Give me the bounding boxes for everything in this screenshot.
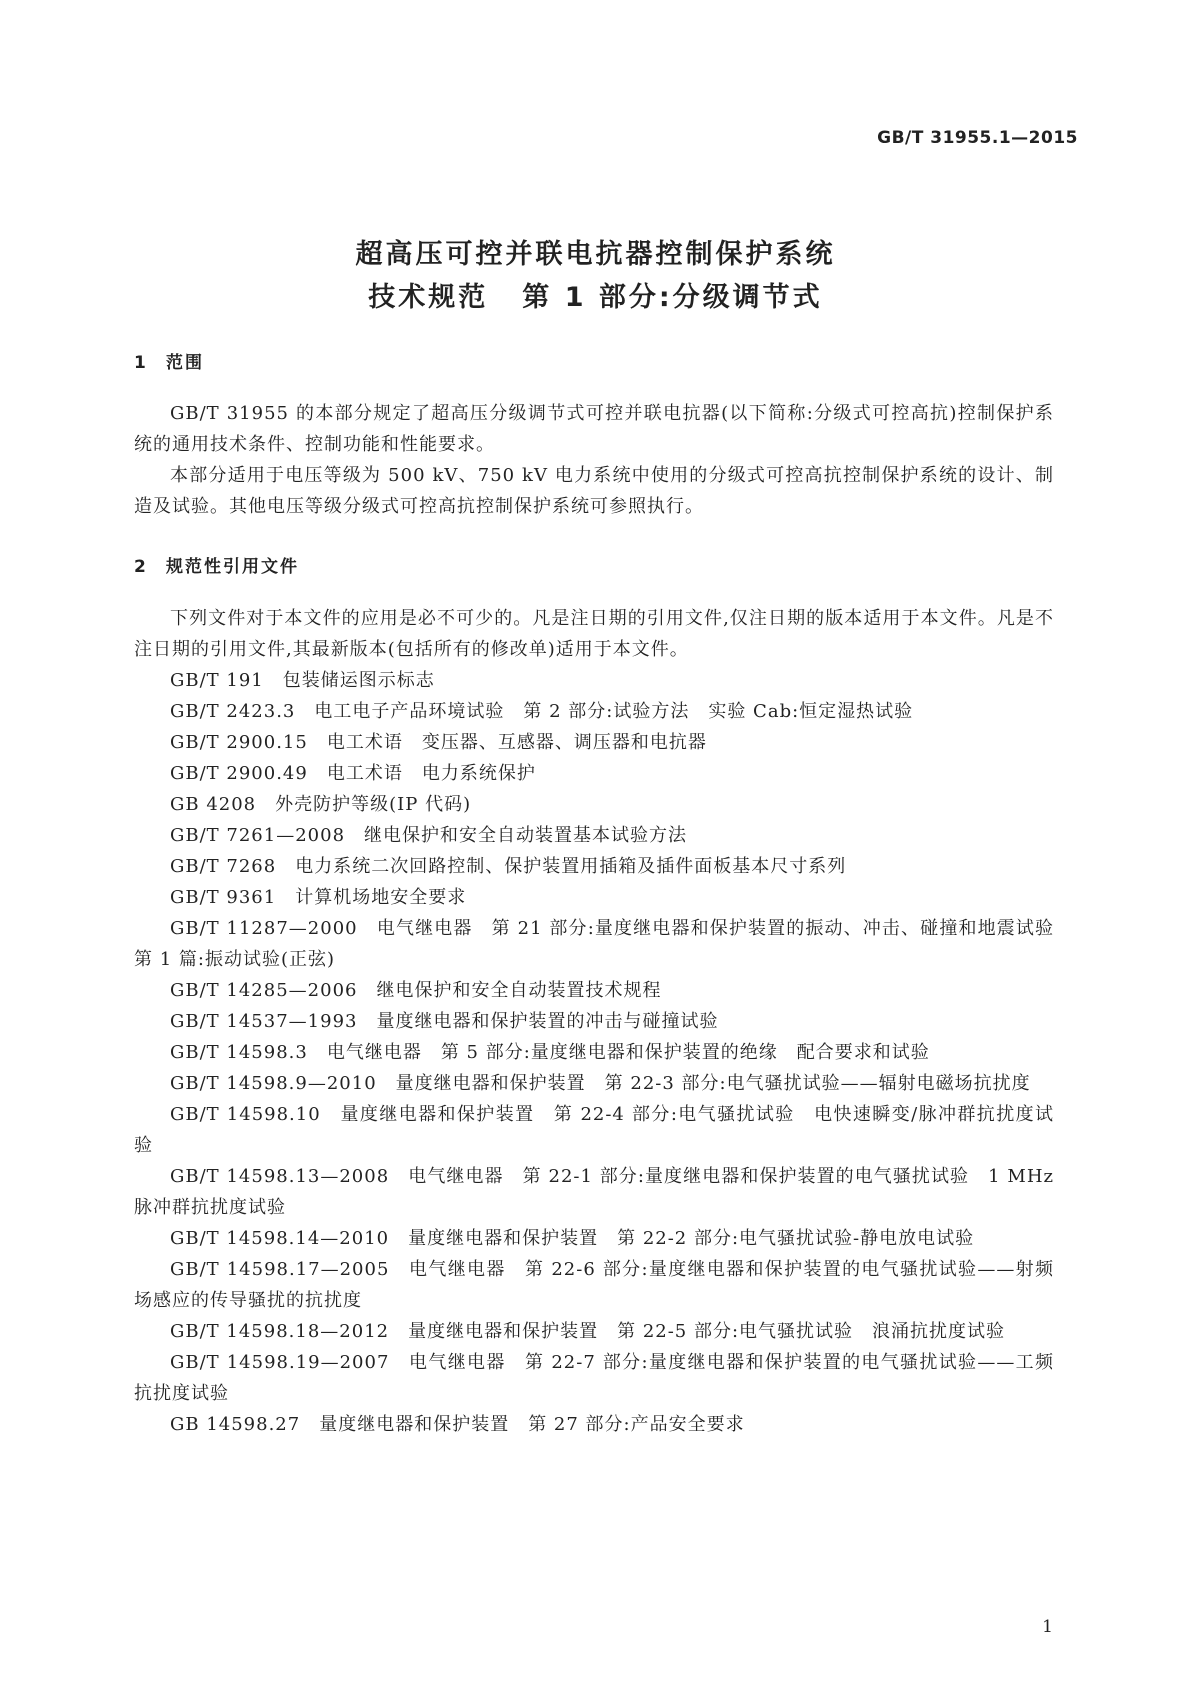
section2-title: 规范性引用文件 (166, 557, 299, 577)
reference-item: GB/T 14598.18—2012 量度继电器和保护装置 第 22-5 部分:电气骚扰试验 浪涌抗扰度试验 (170, 1321, 1006, 1342)
reference-item: GB/T 14598.10 量度继电器和保护装置 第 22-4 部分:电气骚扰试验 电快速瞬变/脉冲群抗扰度试验 (134, 1104, 1054, 1156)
title-part-a: 技术规范 (368, 282, 489, 313)
reference-item: GB/T 14598.19—2007 电气继电器 第 22-7 部分:量度继电器和保护装置的电气骚扰试验——工频抗扰度试验 (134, 1352, 1054, 1404)
section1-number: 1 (134, 353, 148, 373)
reference-item: GB/T 14598.14—2010 量度继电器和保护装置 第 22-2 部分:电气骚扰试验-静电放电试验 (170, 1228, 975, 1249)
reference-item: GB/T 9361 计算机场地安全要求 (170, 887, 467, 908)
reference-item: GB/T 7268 电力系统二次回路控制、保护装置用插箱及插件面板基本尺寸系列 (170, 856, 847, 877)
reference-item: GB/T 191 包装储运图示标志 (170, 670, 435, 691)
reference-item: GB/T 14598.3 电气继电器 第 5 部分:量度继电器和保护装置的绝缘 配合要求和试验 (170, 1042, 930, 1063)
section2-intro: 下列文件对于本文件的应用是必不可少的。凡是注日期的引用文件,仅注日期的版本适用于本文件。凡是不注日期的引用文件,其最新版本(包括所有的修改单)适用于本文件。 (134, 608, 1054, 660)
title-part-b: 第 1 部分:分级调节式 (522, 282, 823, 313)
section2-heading (134, 552, 299, 577)
reference-item: GB 4208 外壳防护等级(IP 代码) (170, 794, 472, 815)
page-number: 1 (1042, 1617, 1053, 1637)
reference-item: GB/T 2423.3 电工电子产品环境试验 第 2 部分:试验方法 实验 Cab:恒定湿热试验 (170, 701, 914, 722)
document-title-line1: 超高压可控并联电抗器控制保护系统 (355, 239, 836, 270)
section2-body (134, 603, 1073, 1440)
reference-item: GB/T 14598.17—2005 电气继电器 第 22-6 部分:量度继电器和保护装置的电气骚扰试验——射频场感应的传导骚扰的抗扰度 (134, 1259, 1054, 1311)
section1-title: 范围 (166, 353, 204, 373)
reference-item: GB/T 11287—2000 电气继电器 第 21 部分:量度继电器和保护装置的振动、冲击、碰撞和地震试验 第 1 篇:振动试验(正弦) (134, 918, 1073, 970)
section1-paragraph: 本部分适用于电压等级为 500 kV、750 kV 电力系统中使用的分级式可控高抗控制保护系统的设计、制造及试验。其他电压等级分级式可控高抗控制保护系统可参照执行。 (134, 465, 1054, 517)
section1-paragraph: GB/T 31955 的本部分规定了超高压分级调节式可控并联电抗器(以下简称:分级式可控高抗)控制保护系统的通用技术条件、控制功能和性能要求。 (134, 403, 1054, 455)
section1-body (134, 398, 1054, 522)
document-title-line2 (0, 275, 1191, 314)
section1-heading (134, 348, 204, 373)
reference-item: GB 14598.27 量度继电器和保护装置 第 27 部分:产品安全要求 (170, 1414, 745, 1435)
reference-item: GB/T 2900.49 电工术语 电力系统保护 (170, 763, 536, 784)
reference-item: GB/T 2900.15 电工术语 变压器、互感器、调压器和电抗器 (170, 732, 707, 753)
reference-item: GB/T 7261—2008 继电保护和安全自动装置基本试验方法 (170, 825, 688, 846)
reference-item: GB/T 14537—1993 量度继电器和保护装置的冲击与碰撞试验 (170, 1011, 719, 1032)
standard-number: GB/T 31955.1—2015 (877, 128, 1078, 148)
reference-item: GB/T 14598.9—2010 量度继电器和保护装置 第 22-3 部分:电气骚扰试验——辐射电磁场抗扰度 (170, 1073, 1031, 1094)
reference-item: GB/T 14598.13—2008 电气继电器 第 22-1 部分:量度继电器和保护装置的电气骚扰试验 1 MHz 脉冲群抗扰度试验 (134, 1166, 1054, 1218)
section2-number: 2 (134, 557, 148, 577)
reference-item: GB/T 14285—2006 继电保护和安全自动装置技术规程 (170, 980, 662, 1001)
